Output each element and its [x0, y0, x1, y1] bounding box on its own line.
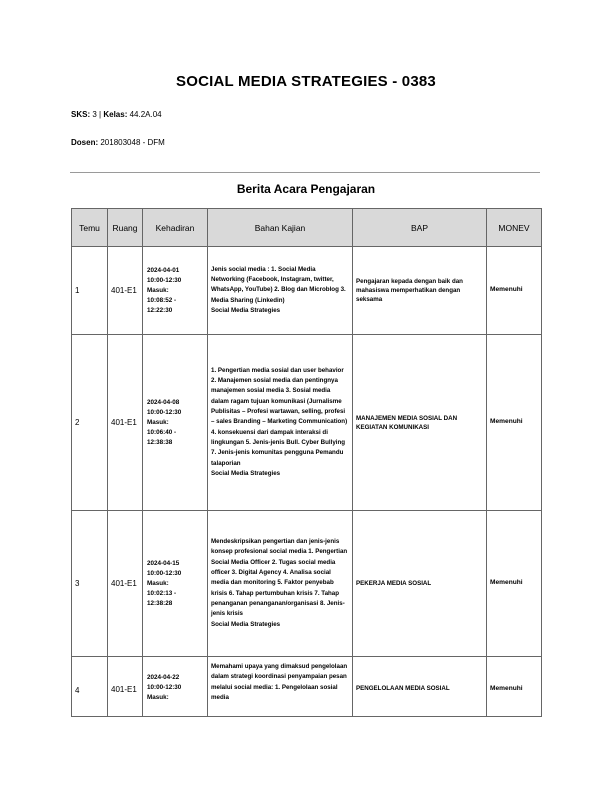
cell-ruang: 401-E1	[108, 511, 143, 657]
sks-label: SKS:	[71, 110, 91, 119]
cell-ruang: 401-E1	[108, 335, 143, 511]
cell-kehadiran: 2024-04-01 10:00-12:30 Masuk: 10:08:52 - 12:22:30	[143, 247, 208, 335]
cell-bap: PEKERJA MEDIA SOSIAL	[353, 511, 487, 657]
table-row	[72, 511, 542, 657]
cell-bap: Pengajaran kepada dengan baik dan mahasiswa memperhatikan dengan seksama	[353, 247, 487, 335]
cell-temu: 2	[72, 335, 108, 511]
cell-monev: Memenuhi	[487, 657, 542, 717]
lecturer-info	[71, 138, 165, 147]
header-temu: Temu	[72, 209, 108, 247]
cell-temu: 4	[72, 657, 108, 717]
dosen-label: Dosen:	[71, 138, 99, 147]
course-info: SKS: 3 | Kelas: 44.2A.04	[71, 110, 162, 119]
kelas-value: 44.2A.04	[129, 110, 162, 119]
cell-temu: 1	[72, 247, 108, 335]
table-header-row	[72, 209, 542, 247]
header-monev: MONEV	[487, 209, 542, 247]
table-row	[72, 247, 542, 335]
header-kehadiran: Kehadiran	[143, 209, 208, 247]
cell-monev: Memenuhi	[487, 247, 542, 335]
bahan-kajian-text: Memahami upaya yang dimaksud pengelolaan dalam strategi koordinasi penyampaian pesan melalui social media: 1. Pengelolaan sosial media	[211, 663, 348, 701]
cell-bahan-kajian: 1. Pengertian media sosial dan user behavior 2. Manajemen sosial media dan pentingnya manajemen sosial media 3. Sosial media dalam ragam tujuan komunikasi (Jurnalisme Publisitas – Profesi wartawan, selling, profesi – sales Branding – Marketing Communication) 4. konsekuensi dari dampak interaksi di lingkungan 5. Jenis-jenis Bull. Cyber Bullying 7. Jenis-jenis komunitas pengguna Pemandu talaporian Social Media Strategies	[208, 335, 353, 511]
cell-bahan-kajian: Mendeskripsikan pengertian dan jenis-jenis konsep profesional social media 1. Pengertian Social Media Officer 2. Tugas social media officer 3. Digital Agency 4. Analisa social media dan monitoring 5. Faktor penyebab krisis 6. Tahap pertumbuhan krisis 7. Tahap penanganan penanganan/organisasi 8. Jenis-jenis krisis Social Media Strategies	[208, 511, 353, 657]
cell-bahan-kajian	[208, 657, 353, 717]
header-bap: BAP	[353, 209, 487, 247]
cell-kehadiran: 2024-04-15 10:00-12:30 Masuk: 10:02:13 - 12:38:28	[143, 511, 208, 657]
sks-value: 3	[92, 110, 97, 119]
page-title: SOCIAL MEDIA STRATEGIES - 0383	[176, 73, 436, 90]
cell-monev: Memenuhi	[487, 335, 542, 511]
cell-ruang: 401-E1	[108, 657, 143, 717]
table-row	[72, 657, 542, 717]
teaching-report-table	[71, 208, 542, 717]
dosen-value: 201803048 - DFM	[100, 138, 165, 147]
section-title: Berita Acara Pengajaran	[236, 182, 376, 196]
kelas-label: Kelas:	[103, 110, 128, 119]
cell-bap: PENGELOLAAN MEDIA SOSIAL	[353, 657, 487, 717]
table-row	[72, 335, 542, 511]
header-ruang: Ruang	[108, 209, 143, 247]
header-bahan-kajian: Bahan Kajian	[208, 209, 353, 247]
cell-monev: Memenuhi	[487, 511, 542, 657]
cell-kehadiran: 2024-04-08 10:00-12:30 Masuk: 10:06:40 - 12:38:38	[143, 335, 208, 511]
cell-ruang: 401-E1	[108, 247, 143, 335]
cell-bap: MANAJEMEN MEDIA SOSIAL DAN KEGIATAN KOMUNIKASI	[353, 335, 487, 511]
cell-kehadiran: 2024-04-22 10:00-12:30 Masuk:	[143, 657, 208, 717]
cell-temu: 3	[72, 511, 108, 657]
divider	[70, 172, 540, 173]
cell-bahan-kajian: Jenis social media : 1. Social Media Networking (Facebook, Instagram, twitter, WhatsApp, YouTube) 2. Blog dan Microblog 3. Media Sharing (Linkedin) Social Media Strategies	[208, 247, 353, 335]
